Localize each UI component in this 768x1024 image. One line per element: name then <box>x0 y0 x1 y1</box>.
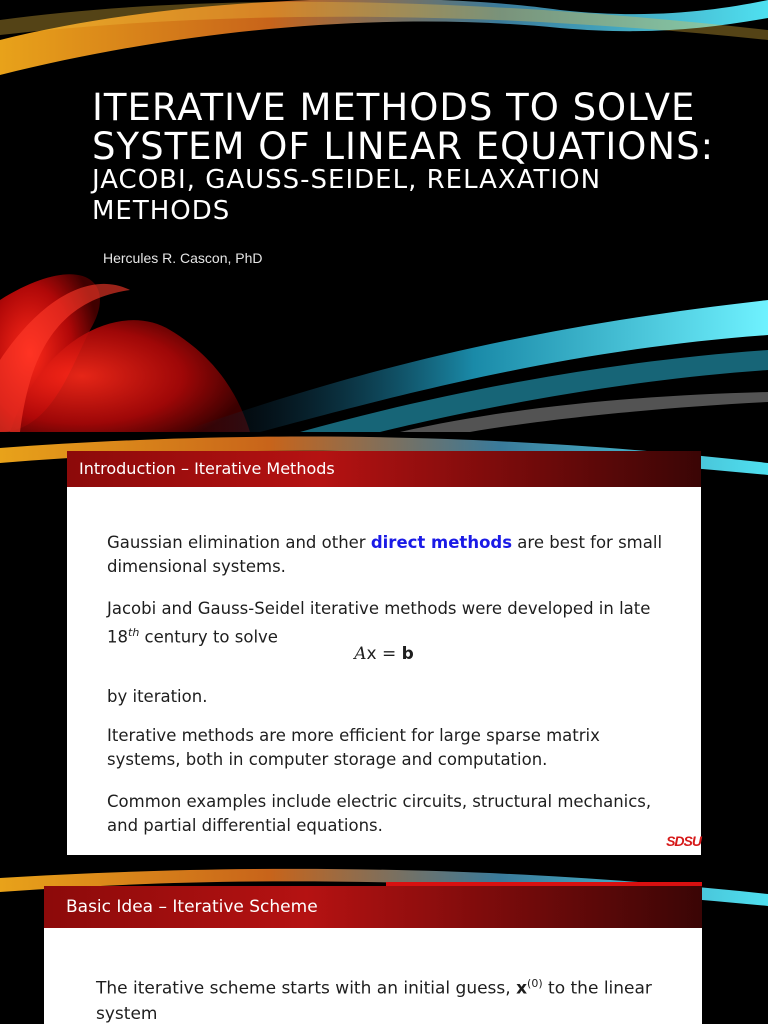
paragraph-direct-methods <box>107 531 671 579</box>
text: are best for small <box>512 533 663 552</box>
beamer-frame <box>67 451 701 855</box>
paragraph-history <box>107 597 671 650</box>
superscript: th <box>128 626 140 639</box>
text: The iterative scheme starts with an initial guess, <box>96 978 517 999</box>
title-slide <box>0 0 768 432</box>
frame-body <box>67 487 701 855</box>
text: dimensional systems. <box>107 557 286 576</box>
slide-title-line2: SYSTEM OF LINEAR EQUATIONS: <box>92 125 715 168</box>
frame-title-bar <box>67 451 701 487</box>
text: Common examples include electric circuits, structural mechanics, <box>107 792 652 811</box>
text: century to solve <box>139 627 278 647</box>
text: by iteration. <box>107 687 208 706</box>
frame-title: Basic Idea – Iterative Scheme <box>66 897 318 917</box>
frame-title: Introduction – Iterative Methods <box>79 459 335 478</box>
eq-matrix-a: A <box>354 644 367 664</box>
emphasis-text: direct methods <box>370 533 513 552</box>
paragraph-efficiency <box>107 724 671 772</box>
paragraph-by-iteration <box>107 685 671 709</box>
text: system <box>96 1003 158 1024</box>
eq-text: x = <box>366 644 402 664</box>
basic-idea-slide <box>0 866 768 1024</box>
slide-subtitle-line2: METHODS <box>92 196 231 226</box>
frame-body <box>44 928 702 1024</box>
text: Iterative methods are more efficient for large sparse matrix <box>107 726 600 745</box>
text: Gaussian elimination and other <box>107 533 371 552</box>
slide-subtitle-line1: JACOBI, GAUSS-SEIDEL, RELAXATION <box>92 165 602 195</box>
sdsu-logo: SDSU <box>666 833 701 849</box>
eq-vector-b: b <box>401 644 414 664</box>
paragraph-initial-guess <box>96 971 672 1024</box>
text: Jacobi and Gauss-Seidel iterative methods were developed in late <box>107 599 651 618</box>
equation <box>67 644 701 664</box>
text: and partial differential equations. <box>107 816 383 835</box>
text: 18 <box>107 627 128 647</box>
author-name: Hercules R. Cascon, PhD <box>103 250 263 266</box>
frame-title-bar <box>44 886 702 928</box>
text: systems, both in computer storage and computation. <box>107 750 548 769</box>
beamer-frame <box>44 886 702 1024</box>
paragraph-examples <box>107 790 671 838</box>
superscript: (0) <box>527 977 543 990</box>
vector-x: x <box>516 978 528 999</box>
text: to the linear <box>542 978 652 999</box>
slide-title-line1: ITERATIVE METHODS TO SOLVE <box>92 86 696 129</box>
introduction-slide <box>0 433 768 865</box>
